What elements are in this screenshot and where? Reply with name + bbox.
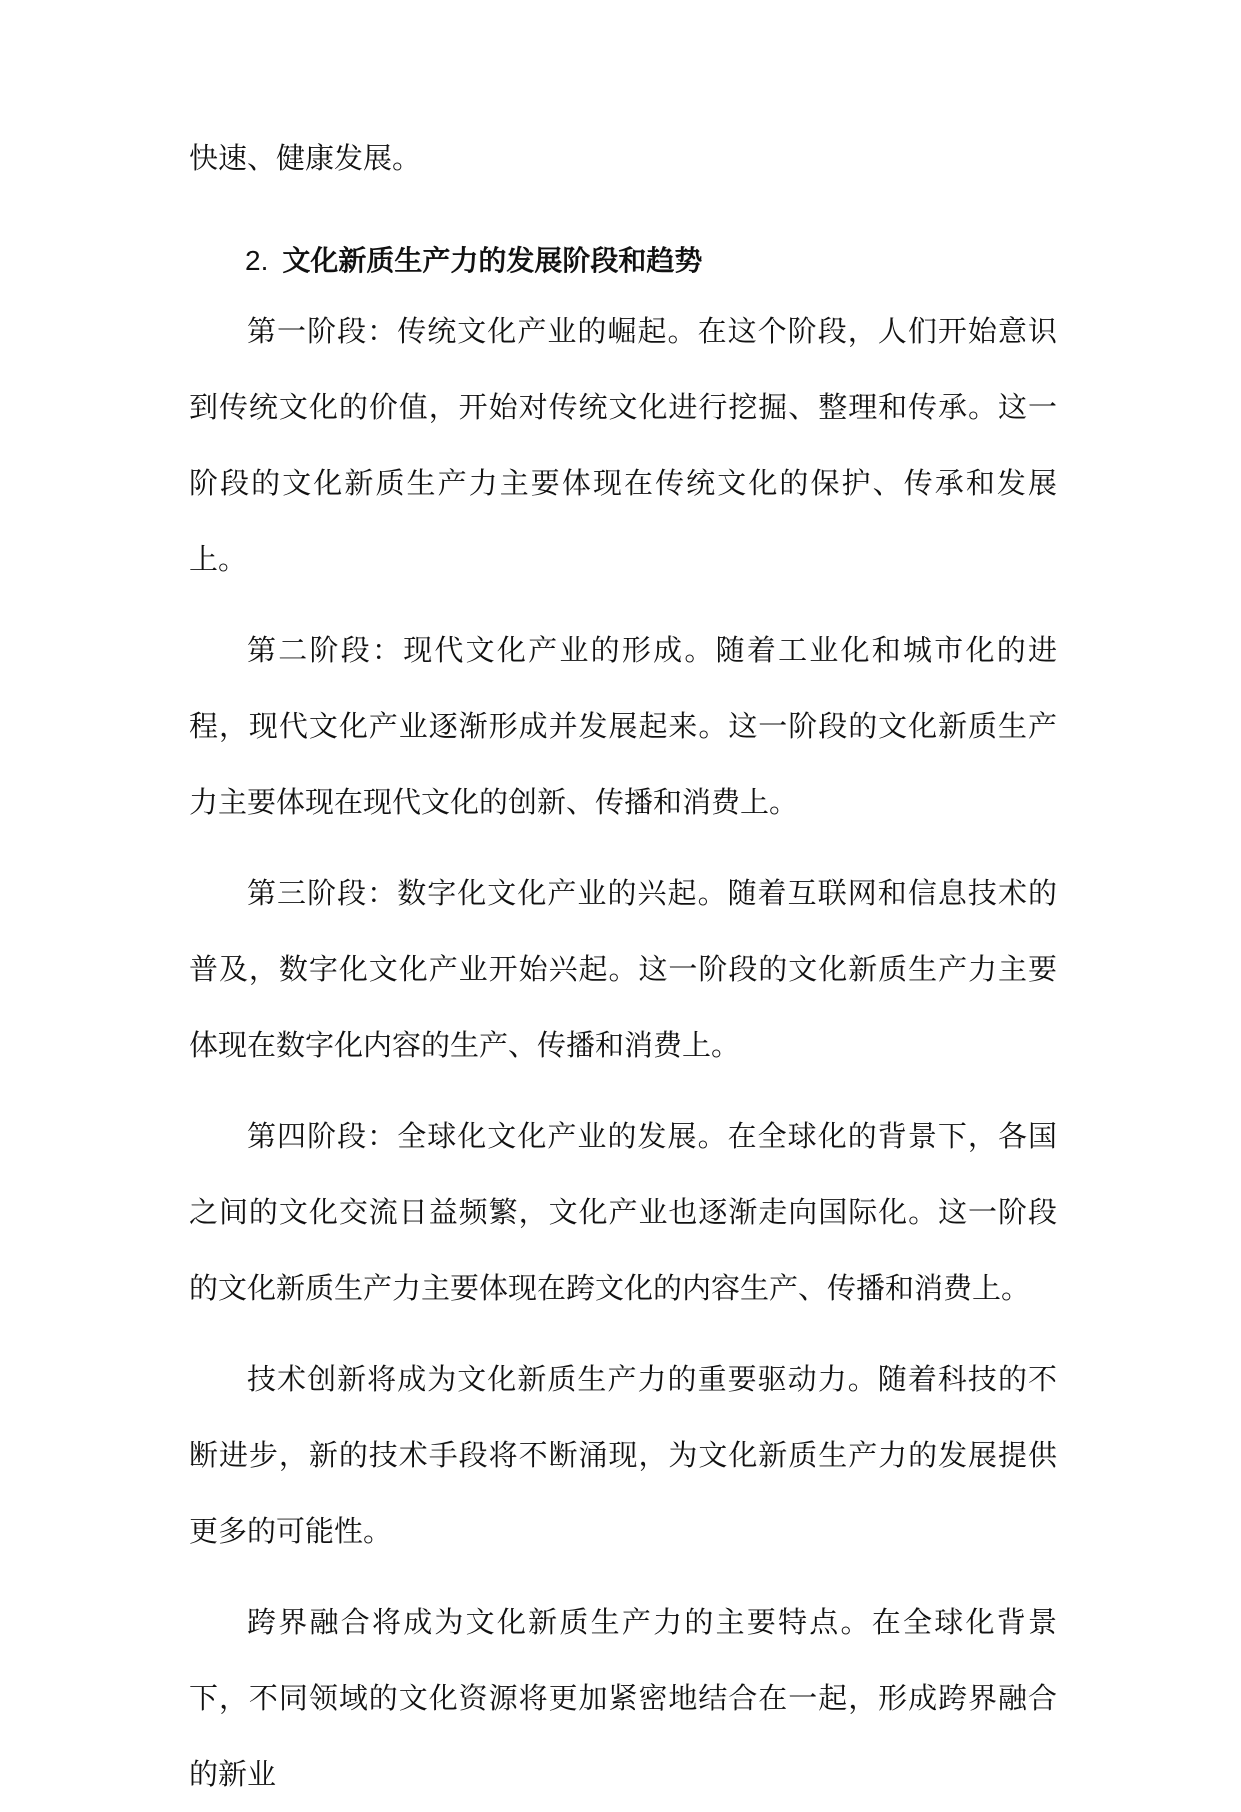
continued-text-line: 快速、健康发展。 xyxy=(189,141,422,175)
spacer xyxy=(189,1083,1057,1098)
spacer xyxy=(189,176,1057,243)
section-number: 2. xyxy=(245,245,269,276)
section-heading xyxy=(189,243,1057,279)
spacer xyxy=(189,1326,1057,1341)
paragraph-stage-3: 第三阶段：数字化文化产业的兴起。随着互联网和信息技术的普及，数字化文化产业开始兴起。这一阶段的文化新质生产力主要体现在数字化内容的生产、传播和消费上。 xyxy=(189,876,1057,1062)
paragraph-cross-border: 跨界融合将成为文化新质生产力的主要特点。在全球化背景下，不同领域的文化资源将更加紧密地结合在一起，形成跨界融合的新业 xyxy=(189,1605,1057,1791)
document-body xyxy=(189,140,1057,1812)
paragraph-tech-innovation: 技术创新将成为文化新质生产力的重要驱动力。随着科技的不断进步，新的技术手段将不断涌现，为文化新质生产力的发展提供更多的可能性。 xyxy=(189,1362,1057,1548)
paragraph-stage-1: 第一阶段：传统文化产业的崛起。在这个阶段，人们开始意识到传统文化的价值，开始对传统文化进行挖掘、整理和传承。这一阶段的文化新质生产力主要体现在传统文化的保护、传承和发展上。 xyxy=(189,314,1057,576)
section-title: 文化新质生产力的发展阶段和趋势 xyxy=(282,244,703,277)
spacer xyxy=(189,1569,1057,1584)
paragraph-stage-2: 第二阶段：现代文化产业的形成。随着工业化和城市化的进程，现代文化产业逐渐形成并发展起来。这一阶段的文化新质生产力主要体现在现代文化的创新、传播和消费上。 xyxy=(189,633,1057,819)
paragraph-stage-4: 第四阶段：全球化文化产业的发展。在全球化的背景下，各国之间的文化交流日益频繁，文化产业也逐渐走向国际化。这一阶段的文化新质生产力主要体现在跨文化的内容生产、传播和消费上。 xyxy=(189,1119,1057,1305)
spacer xyxy=(189,597,1057,612)
spacer xyxy=(189,840,1057,855)
spacer xyxy=(189,279,1057,293)
